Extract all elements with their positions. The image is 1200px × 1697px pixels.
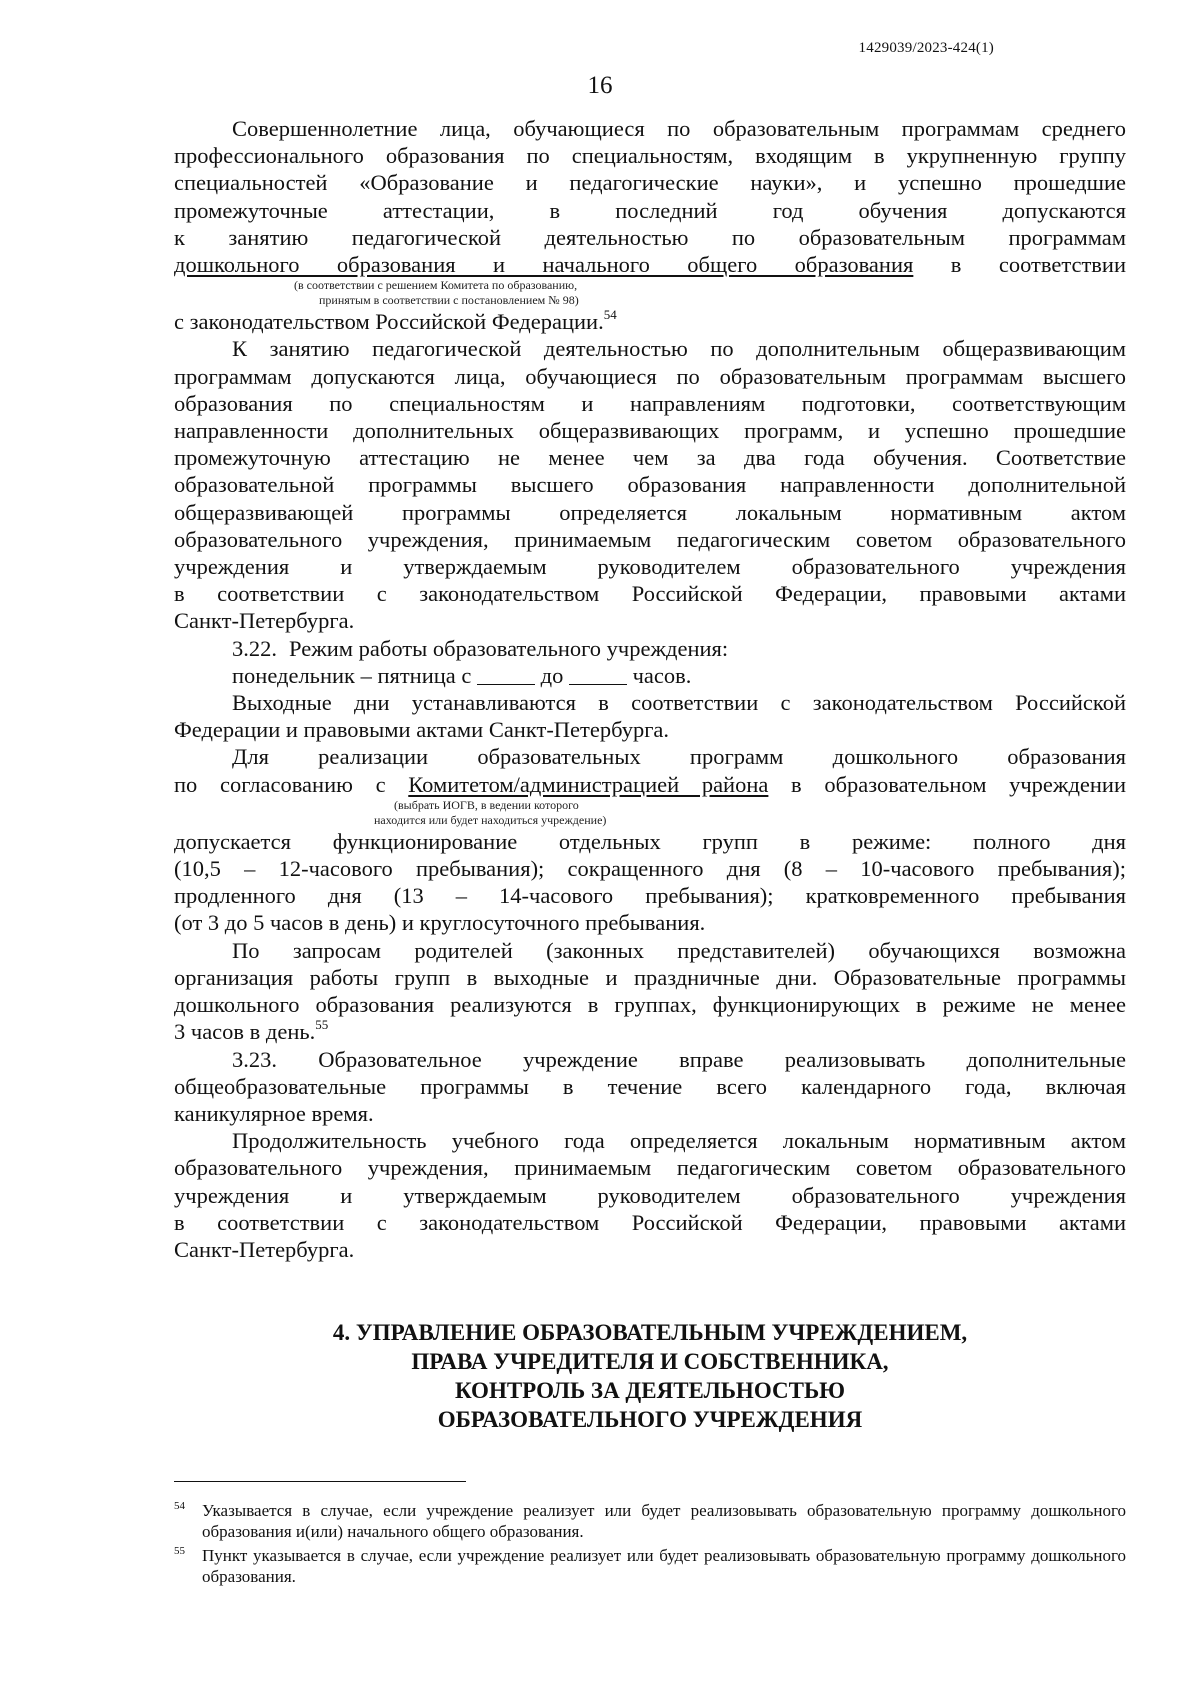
text-line: организация работы групп в выходные и праздничные дни. Образовательные программы (174, 964, 1126, 990)
footnotes (174, 1500, 1126, 1590)
footnote-reference[interactable]: 55 (315, 1017, 329, 1033)
paragraph-school-year (174, 1127, 1126, 1263)
text-line: промежуточную аттестацию не менее чем за два года обучения. Соответствие (174, 445, 1126, 471)
underlined-placeholder: дошкольного образования и начального общего образования (174, 252, 914, 278)
text-line: специальностей «Образование и педагогические науки», и успешно прошедшие (174, 170, 1126, 196)
placeholder-hint: принятым в соответствии с постановлением № 98) (319, 293, 579, 308)
text-line: каникулярное время. (174, 1100, 374, 1126)
text-line: в соответствии с законодательством Российской Федерации, правовыми актами (174, 1209, 1126, 1235)
text-line: Федерации и правовыми актами Санкт-Петербурга. (174, 717, 670, 743)
page-number: 16 (587, 72, 613, 99)
footnote-54 (174, 1500, 1126, 1542)
text-line: общеразвивающей программы определяется локальным нормативным актом (174, 499, 1126, 525)
text-line: направленности дополнительных общеразвивающих программ, и успешно прошедшие (174, 418, 1126, 444)
text-line: образовательного учреждения, принимаемым педагогическим советом образовательного (174, 526, 1126, 552)
heading-line: 4. УПРАВЛЕНИЕ ОБРАЗОВАТЕЛЬНЫМ УЧРЕЖДЕНИЕМ, (332, 1320, 968, 1345)
text-line: программам допускаются лица, обучающиеся по образовательным программам высшего (174, 363, 1126, 389)
text-line (174, 635, 1126, 662)
placeholder-hint: (в соответствии с решением Комитета по образованию, (294, 278, 578, 293)
footnote-marker: 54 (174, 1500, 185, 1512)
text-line: профессионального образования по специальностям, входящим в укрупненную группу (174, 143, 1126, 169)
paragraph-additional-programs (174, 335, 1126, 634)
footnote-text: Указывается в случае, если учреждение реализует или будет реализовывать образовательную программу дошкольного образования и(или) начального общего образования. (202, 1501, 1126, 1541)
paragraph-work-schedule (174, 635, 1126, 689)
text-fragment: часов. (632, 662, 692, 688)
paragraph-year-round (174, 1046, 1126, 1128)
text-line: (от 3 до 5 часов в день) и круглосуточного пребывания. (174, 910, 706, 936)
text-line: допускается функционирование отдельных групп в режиме: полного дня (174, 828, 1126, 854)
text-fragment: в образовательном учреждении (768, 771, 1126, 797)
text-fragment: по согласованию с (174, 771, 409, 797)
text-fragment: 3 часов в день. (174, 1019, 316, 1045)
document-body (174, 115, 1126, 1263)
text-fragment: с законодательством Российской Федерации. (174, 309, 604, 335)
paragraph-adult-students (174, 115, 1126, 335)
text-line: общеобразовательные программы в течение всего календарного года, включая (174, 1073, 1126, 1099)
underlined-placeholder: Комитетом/администрацией района (408, 771, 769, 797)
text-line: Санкт-Петербурга. (174, 1236, 355, 1262)
text-line (174, 662, 1126, 689)
heading-line: ОБРАЗОВАТЕЛЬНОГО УЧРЕЖДЕНИЯ (437, 1407, 863, 1432)
hours-to-blank[interactable] (569, 666, 627, 685)
text-line: (10,5 – 12-часового пребывания); сокращенного дня (8 – 10-часового пребывания); (174, 856, 1126, 882)
text-line: к занятию педагогической деятельностью по образовательным программам (174, 224, 1126, 250)
paragraph-weekend-groups (174, 937, 1126, 1046)
text-line: образования по специальностям и направлениям подготовки, соответствующим (174, 390, 1126, 416)
text-line: По запросам родителей (законных представителей) обучающихся возможна (232, 937, 1126, 963)
paragraph-days-off (174, 689, 1126, 743)
paragraph-group-modes (174, 743, 1126, 936)
text-line: К занятию педагогической деятельностью по дополнительным общеразвивающим (232, 336, 1126, 362)
placeholder-hint: находится или будет находиться учреждение) (374, 812, 607, 827)
text-line: Для реализации образовательных программ дошкольного образования (232, 744, 1126, 770)
text-line: в соответствии с законодательством Российской Федерации, правовыми актами (174, 581, 1126, 607)
footnote-reference[interactable]: 54 (603, 307, 617, 323)
footnote-marker: 55 (174, 1545, 185, 1557)
text-line (174, 1018, 1126, 1045)
text-line: Санкт-Петербурга. (174, 608, 355, 634)
document-number: 1429039/2023-424(1) (858, 40, 994, 56)
text-line: образовательного учреждения, принимаемым педагогическим советом образовательного (174, 1155, 1126, 1181)
text-line: образовательной программы высшего образования направленности дополнительной (174, 472, 1126, 498)
text-line (174, 308, 1126, 335)
text-line: Выходные дни устанавливаются в соответствии с законодательством Российской (232, 690, 1126, 716)
placeholder-hint: (выбрать ИОГВ, в ведении которого (394, 797, 579, 812)
text-line: Совершеннолетние лица, обучающиеся по образовательным программам среднего (232, 116, 1126, 141)
text-line: учреждения и утверждаемым руководителем образовательного учреждения (174, 554, 1126, 580)
footnote-text: Пункт указывается в случае, если учреждение реализует или будет реализовывать образовательную программу дошкольного образования. (202, 1546, 1126, 1586)
text-line: дошкольного образования реализуются в группах, функционирующих в режиме не менее (174, 992, 1126, 1018)
heading-line: КОНТРОЛЬ ЗА ДЕЯТЕЛЬНОСТЬЮ (454, 1378, 846, 1403)
text-line: учреждения и утверждаемым руководителем образовательного учреждения (174, 1182, 1126, 1208)
text-fragment: понедельник – пятница с (232, 662, 472, 688)
text-line: продленного дня (13 – 14-часового пребывания); кратковременного пребывания (174, 883, 1126, 909)
footnote-55 (174, 1545, 1126, 1587)
text-line (174, 771, 1126, 798)
text-line: Продолжительность учебного года определяется локальным нормативным актом (232, 1128, 1126, 1154)
text-fragment: до (540, 662, 564, 688)
clause-number: 3.22. (232, 635, 277, 661)
section-heading (174, 1318, 1126, 1434)
hours-from-blank[interactable] (477, 666, 535, 685)
clause-title: Режим работы образовательного учреждения: (289, 635, 729, 661)
heading-line: ПРАВА УЧРЕДИТЕЛЯ И СОБСТВЕННИКА, (411, 1349, 889, 1374)
text-fragment: в соответствии (913, 252, 1126, 278)
text-line: 3.23. Образовательное учреждение вправе реализовывать дополнительные (232, 1046, 1126, 1072)
text-line: промежуточные аттестации, в последний год обучения допускаются (174, 197, 1126, 223)
footnote-separator (174, 1481, 466, 1482)
text-line (174, 251, 1126, 278)
